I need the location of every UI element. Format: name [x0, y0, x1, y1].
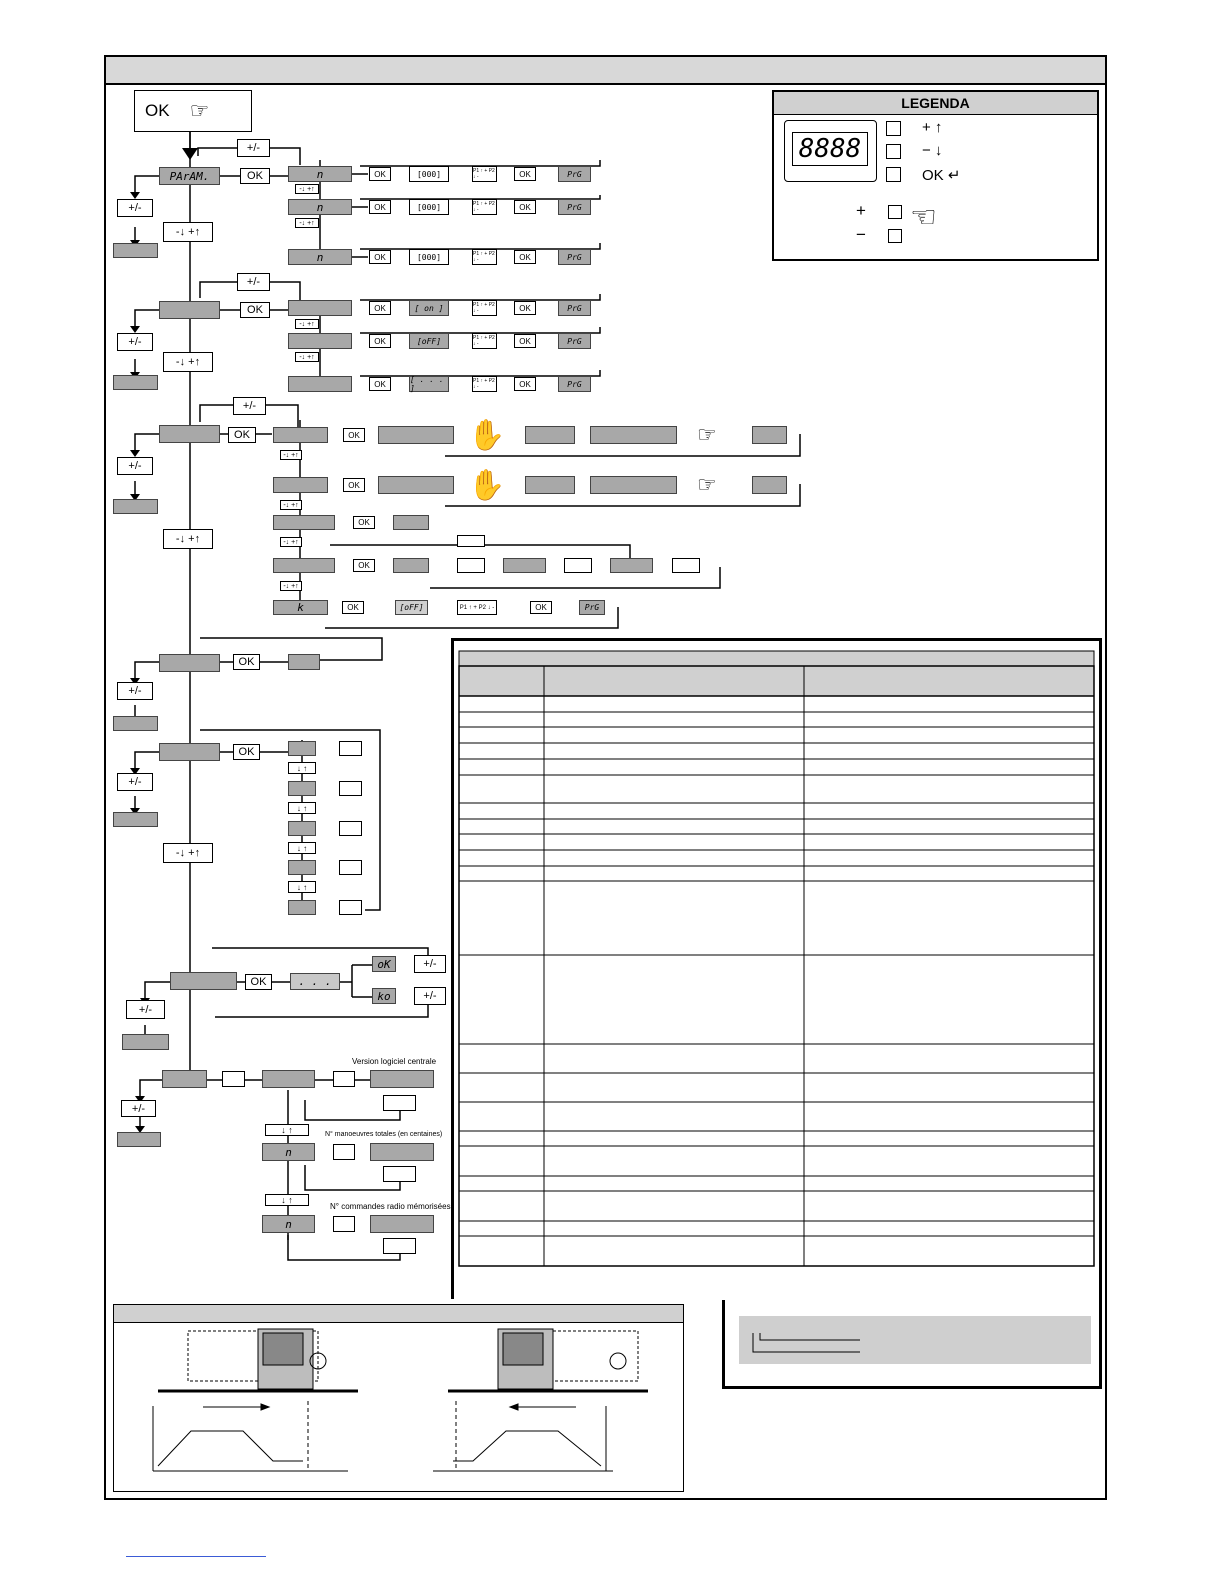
s6-ok-state: oK — [372, 956, 396, 972]
plus-minus-button-side-1[interactable]: +/- — [117, 199, 153, 217]
s6-ok-plusminus[interactable]: +/- — [414, 955, 446, 973]
s2-row1-ok-a[interactable]: OK — [369, 301, 391, 315]
scroll-small-3a[interactable]: -↓ +↑ — [280, 450, 302, 460]
plus-minus-button-side-2[interactable]: +/- — [117, 333, 153, 351]
gate-speed-diagrams — [113, 1321, 684, 1491]
legend-ok-enter-label: OK ↵ — [922, 167, 961, 184]
footer-link-underline — [126, 1556, 266, 1557]
param-n-1: n — [288, 166, 352, 182]
finger-press-icon: ☜ — [910, 201, 937, 234]
row3-ok-a[interactable]: OK — [369, 250, 391, 264]
legend-plus-up-label: + ↑ — [922, 119, 943, 136]
s2-row2-off: [oFF] — [409, 333, 449, 349]
param-n-3: n — [288, 249, 352, 265]
scroll-button-3[interactable]: -↓ +↑ — [163, 529, 213, 549]
s6-ko-state: ko — [372, 988, 396, 1004]
row1-prg: PrG — [558, 166, 591, 182]
scroll-small-1b[interactable]: -↓ +↑ — [295, 218, 319, 228]
plus-minus-button-1[interactable]: +/- — [237, 139, 270, 157]
pointing-hand-icon: ☞ — [189, 98, 210, 123]
plus-minus-button-side-5[interactable]: +/- — [117, 773, 153, 791]
s6-ko-plusminus[interactable]: +/- — [414, 987, 446, 1005]
param-display: PArAM. — [159, 167, 220, 185]
s3-rk-ok-b[interactable]: OK — [530, 601, 552, 614]
s2-row2-ok-a[interactable]: OK — [369, 334, 391, 348]
row2-prg: PrG — [558, 199, 591, 215]
row1-ok-b[interactable]: OK — [514, 167, 536, 181]
plus-minus-button-side-3[interactable]: +/- — [117, 457, 153, 475]
row2-p1p2: P1 ↑ + P2 ↓ - — [472, 199, 497, 215]
row3-ok-b[interactable]: OK — [514, 250, 536, 264]
row1-ok-a[interactable]: OK — [369, 167, 391, 181]
s2-row3-ok-a[interactable]: OK — [369, 377, 391, 391]
s2-row2-prg: PrG — [558, 333, 591, 349]
plus-minus-button-side-7[interactable]: +/- — [121, 1100, 156, 1117]
legend-display: 8888 — [792, 132, 868, 166]
scroll-button-1[interactable]: -↓ +↑ — [163, 222, 213, 242]
legend-minus-label: − — [856, 225, 866, 244]
total-manoeuvres-label: N° manoeuvres totales (en centaines) — [325, 1131, 443, 1138]
ok-button-4[interactable]: OK — [233, 654, 260, 670]
row2-ok-b[interactable]: OK — [514, 200, 536, 214]
s2-row3-p1p2: P1 ↑ + P2 ↓ - — [472, 376, 497, 392]
ok-button-2[interactable]: OK — [240, 302, 270, 318]
s3-r4-ok[interactable]: OK — [353, 559, 375, 572]
s7-scroll-2[interactable]: ↓ ↑ — [265, 1194, 309, 1206]
ok-button-6[interactable]: OK — [245, 974, 272, 990]
s2-row1-prg: PrG — [558, 300, 591, 316]
s7-scroll-1[interactable]: ↓ ↑ — [265, 1124, 309, 1136]
scroll-button-5[interactable]: -↓ +↑ — [163, 843, 213, 863]
radio-commands-label: N° commandes radio mémorisées — [330, 1202, 451, 1211]
legend-plus-label: + — [856, 201, 866, 220]
ok-key-label: OK — [145, 101, 170, 120]
legend-title: LEGENDA — [774, 92, 1097, 115]
ok-button-5[interactable]: OK — [233, 744, 260, 760]
row3-p1p2: P1 ↑ + P2 ↓ - — [472, 249, 497, 265]
s3-rk-prg: PrG — [579, 600, 605, 615]
ok-button-1[interactable]: OK — [240, 168, 270, 184]
s2-row1-on: [ on ] — [409, 300, 449, 316]
scroll-small-2a[interactable]: -↓ +↑ — [295, 319, 319, 329]
s3-item-k: k — [273, 600, 328, 615]
row2-value: [000] — [409, 199, 449, 215]
s3-rk-p1p2: P1 ↑ + P2 ↓ - — [457, 600, 497, 615]
s7-n-display-2: n — [262, 1215, 315, 1233]
row2-ok-a[interactable]: OK — [369, 200, 391, 214]
key-press-icon-1: ☞ — [697, 422, 717, 447]
s2-row2-ok-b[interactable]: OK — [514, 334, 536, 348]
s2-row1-ok-b[interactable]: OK — [514, 301, 536, 315]
scroll-button-2[interactable]: -↓ +↑ — [163, 352, 213, 372]
s5-scroll-2[interactable]: ↓ ↑ — [288, 802, 316, 814]
row3-value: [000] — [409, 249, 449, 265]
s3-rk-ok-a[interactable]: OK — [342, 601, 364, 614]
ok-button-3[interactable]: OK — [228, 427, 256, 443]
param-n-2: n — [288, 199, 352, 215]
scroll-small-3d[interactable]: -↓ +↑ — [280, 581, 302, 591]
scroll-small-3b[interactable]: -↓ +↑ — [280, 500, 302, 510]
plus-minus-button-3[interactable]: +/- — [233, 397, 266, 415]
s5-scroll-3[interactable]: ↓ ↑ — [288, 842, 316, 854]
s3-rk-off: [oFF] — [395, 600, 428, 615]
s2-row3-prg: PrG — [558, 376, 591, 392]
s2-row2-p1p2: P1 ↑ + P2 ↓ - — [472, 333, 497, 349]
key-press-icon-2: ☞ — [697, 472, 717, 497]
s3-r1-ok[interactable]: OK — [343, 428, 365, 442]
plus-minus-button-side-4[interactable]: +/- — [117, 682, 153, 700]
row1-value: [000] — [409, 166, 449, 182]
s2-row3-dots: [ . . . ] — [409, 376, 449, 392]
scroll-small-3c[interactable]: -↓ +↑ — [280, 537, 302, 547]
s2-row1-p1p2: P1 ↑ + P2 ↓ - — [472, 300, 497, 316]
scroll-small-1a[interactable]: -↓ +↑ — [295, 184, 319, 194]
s2-row3-ok-b[interactable]: OK — [514, 377, 536, 391]
note-bracket — [750, 1328, 870, 1358]
remote-hand-icon-2: ✋ — [468, 469, 506, 502]
s7-n-display-1: n — [262, 1143, 315, 1161]
software-version-label: Version logiciel centrale — [352, 1057, 437, 1066]
legend-minus-down-label: − ↓ — [922, 142, 943, 159]
s5-scroll-4[interactable]: ↓ ↑ — [288, 881, 316, 893]
row3-prg: PrG — [558, 249, 591, 265]
scroll-small-2b[interactable]: -↓ +↑ — [295, 352, 319, 362]
plus-minus-button-2[interactable]: +/- — [237, 273, 270, 291]
s3-r3-ok[interactable]: OK — [353, 516, 375, 529]
row1-p1p2: P1 ↑ + P2 ↓ - — [472, 166, 497, 182]
plus-minus-button-side-6[interactable]: +/- — [126, 1000, 165, 1019]
s5-scroll-1[interactable]: ↓ ↑ — [288, 762, 316, 774]
s3-r2-ok[interactable]: OK — [343, 478, 365, 492]
remote-hand-icon-1: ✋ — [468, 419, 506, 452]
s6-ellipsis: . . . — [290, 973, 340, 990]
